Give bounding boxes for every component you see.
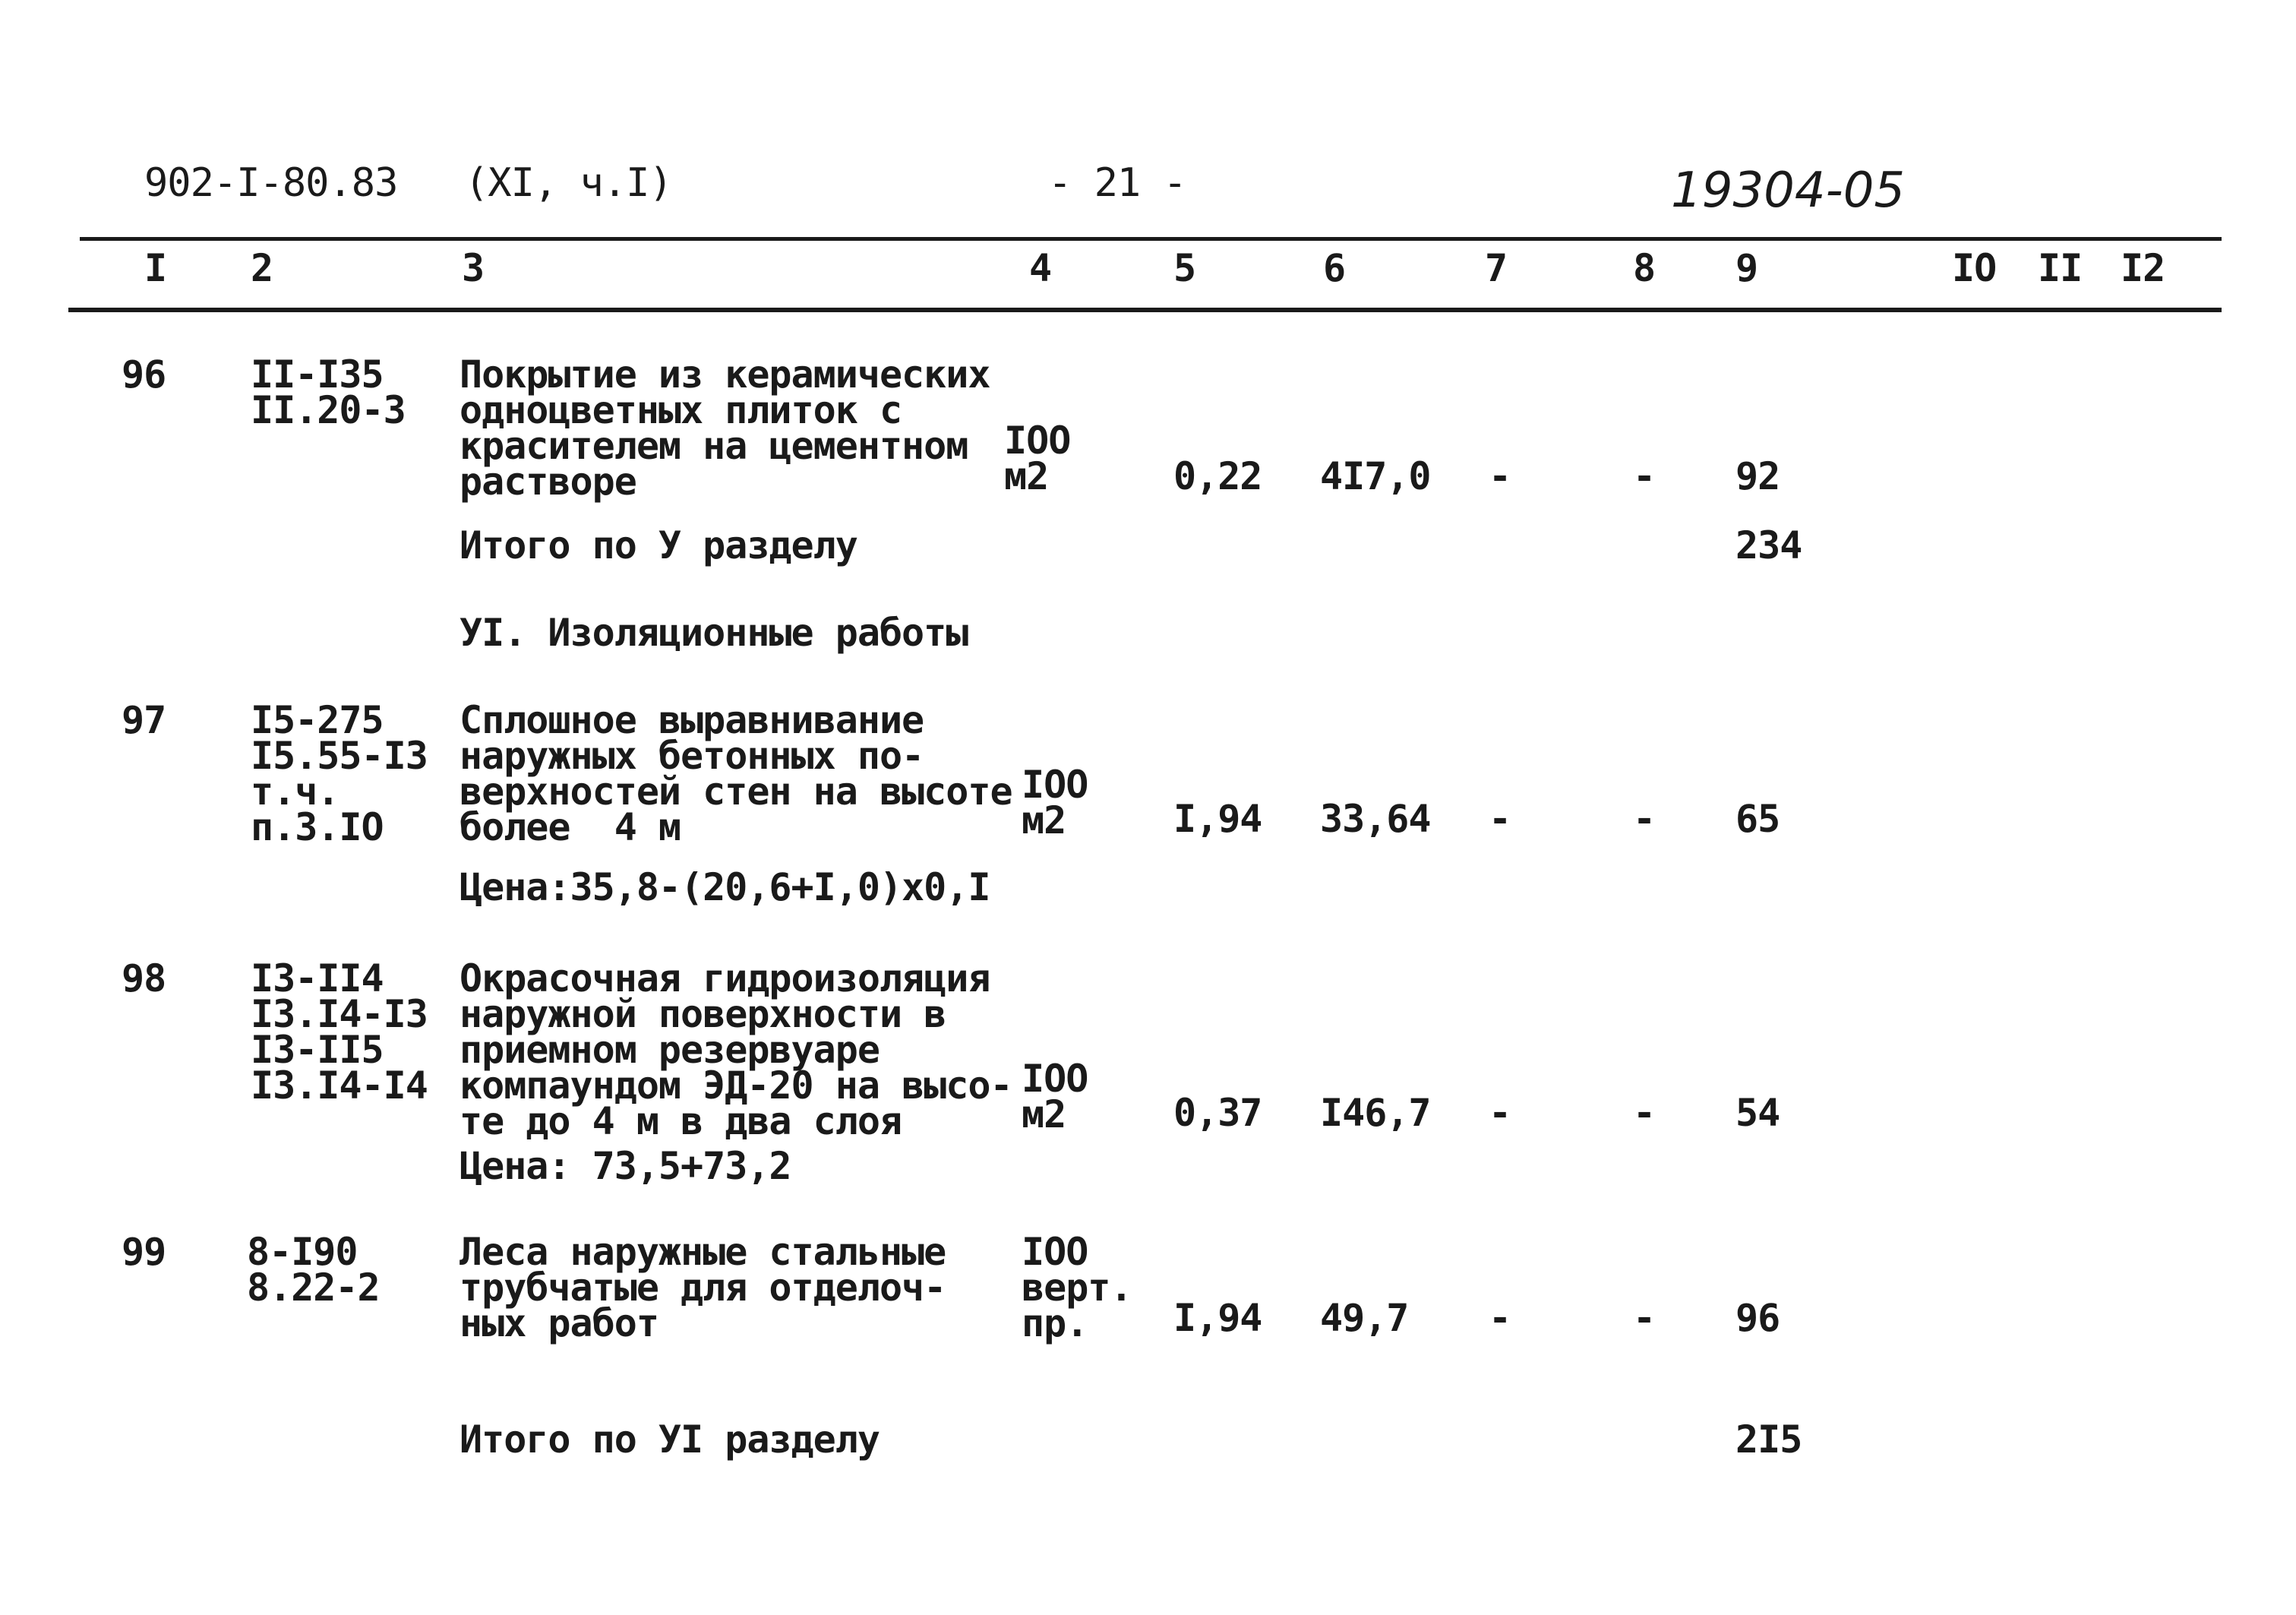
work-description: Сплошное выравнивание наружных бетонных по- верхностей стен на высоте более 4 м — [460, 698, 1012, 849]
subtotal-value: 234 — [1735, 523, 1802, 567]
total-value: 54 — [1735, 1091, 1780, 1135]
price-note: Цена:35,8-(20,6+I,0)x0,I — [460, 865, 990, 909]
column-8-value: - — [1633, 797, 1656, 841]
unit: IOO м2 — [1004, 419, 1071, 498]
unit: IOO м2 — [1022, 763, 1088, 842]
total-value: 65 — [1735, 797, 1780, 841]
header-bottom-rule — [68, 308, 2222, 312]
norm-code: 8-I90 8.22-2 — [247, 1230, 380, 1310]
unit-price: I46,7 — [1320, 1091, 1431, 1135]
price-note: Цена: 73,5+73,2 — [460, 1144, 791, 1188]
column-7-value: - — [1489, 797, 1511, 841]
norm-code: II-I35 II.20-3 — [251, 352, 406, 432]
column-7-value: - — [1489, 1296, 1511, 1340]
row-number: 97 — [122, 698, 166, 742]
norm-code: I5-275 I5.55-I3 т.ч. п.3.IO — [251, 698, 428, 849]
document-part: (XI, ч.I) — [465, 160, 672, 206]
column-7-value: - — [1489, 1091, 1511, 1135]
work-description: Окрасочная гидроизоляция наружной поверхности в приемном резервуаре компаундом ЭД-20 на высо- те до 4 м в два слоя — [460, 956, 1012, 1143]
unit-price: 4I7,0 — [1320, 454, 1431, 498]
archive-number: 19304-05 — [1671, 163, 1906, 219]
unit-price: 33,64 — [1320, 797, 1431, 841]
unit-price: 49,7 — [1320, 1296, 1409, 1340]
quantity: I,94 — [1173, 1296, 1262, 1340]
column-header: 5 — [1173, 246, 1196, 290]
row-number: 99 — [122, 1230, 166, 1274]
column-header: 9 — [1735, 246, 1758, 290]
total-value: 92 — [1735, 454, 1780, 498]
header-top-rule — [80, 237, 2222, 241]
column-header: I — [144, 246, 167, 290]
unit: IOO верт. пр. — [1022, 1230, 1132, 1345]
column-8-value: - — [1633, 1091, 1656, 1135]
quantity: I,94 — [1173, 797, 1262, 841]
page-number: - 21 - — [1048, 160, 1186, 206]
work-description: Покрытие из керамических одноцветных плиток с красителем на цементном растворе — [460, 352, 990, 504]
column-header: IO — [1952, 246, 1997, 290]
subtotal-label: Итого по УI разделу — [460, 1417, 880, 1462]
column-header: 6 — [1323, 246, 1346, 290]
column-8-value: - — [1633, 454, 1656, 498]
column-header: I2 — [2121, 246, 2165, 290]
row-number: 96 — [122, 352, 166, 397]
column-header: 2 — [251, 246, 273, 290]
column-header: 4 — [1029, 246, 1052, 290]
column-8-value: - — [1633, 1296, 1656, 1340]
norm-code: I3-II4 I3.I4-I3 I3-II5 I3.I4-I4 — [251, 956, 428, 1108]
column-header: 3 — [462, 246, 485, 290]
quantity: 0,22 — [1173, 454, 1262, 498]
subtotal-value: 2I5 — [1735, 1417, 1802, 1462]
column-7-value: - — [1489, 454, 1511, 498]
subtotal-label: Итого по У разделу — [460, 523, 857, 567]
unit: IOO м2 — [1022, 1057, 1088, 1136]
total-value: 96 — [1735, 1296, 1780, 1340]
column-header: 8 — [1633, 246, 1656, 290]
quantity: 0,37 — [1173, 1091, 1262, 1135]
column-header: 7 — [1485, 246, 1508, 290]
work-description: Леса наружные стальные трубчатые для отделоч- ных работ — [460, 1230, 946, 1345]
row-number: 98 — [122, 956, 166, 1000]
document-code: 902-I-80.83 — [144, 160, 398, 206]
column-header: II — [2038, 246, 2083, 290]
section-title: УI. Изоляционные работы — [460, 611, 968, 655]
